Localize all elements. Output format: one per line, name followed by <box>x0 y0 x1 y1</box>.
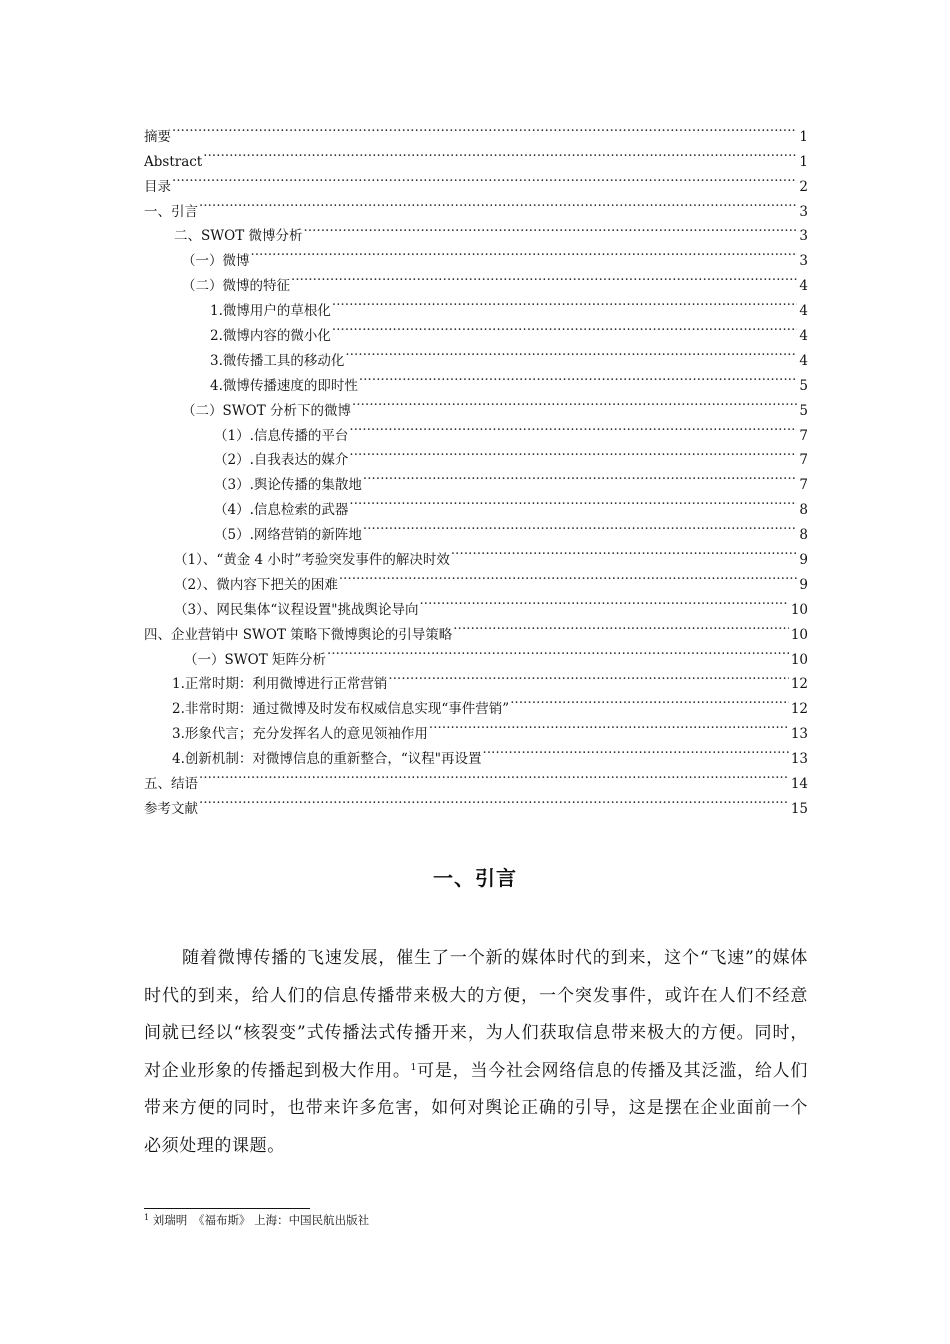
toc-entry-page: 9 <box>799 552 808 569</box>
toc-entry-page: 5 <box>799 377 808 394</box>
toc-entry-title: 4.创新机制：对微博信息的重新整合，“议程"再设置 <box>172 751 482 768</box>
toc-leader-dots <box>332 290 798 315</box>
toc-entry[interactable] <box>144 141 808 170</box>
toc-entry-page: 13 <box>790 726 808 743</box>
toc-leader-dots <box>359 365 798 390</box>
toc-entry-page: 3 <box>799 203 808 220</box>
toc-entry-title: 3.形象代言；充分发挥名人的意见领袖作用 <box>172 726 428 743</box>
toc-leader-dots <box>332 315 798 340</box>
toc-entry-title: 四、企业营销中 SWOT 策略下微博舆论的引导策略 <box>144 626 453 643</box>
toc-leader-dots <box>199 191 797 216</box>
toc-entry[interactable] <box>144 191 808 220</box>
toc-entry-title: （一）SWOT 矩阵分析 <box>184 651 326 668</box>
toc-leader-dots <box>388 664 788 689</box>
toc-entry[interactable] <box>144 763 808 793</box>
toc-leader-dots <box>483 738 789 763</box>
toc-leader-dots <box>172 116 797 141</box>
toc-entry-page: 3 <box>799 253 808 270</box>
toc-entry-title: 二、SWOT 微博分析 <box>174 228 303 245</box>
toc-leader-dots <box>251 240 798 265</box>
toc-entry-page: 1 <box>799 128 808 145</box>
toc-leader-dots <box>510 688 789 713</box>
toc-leader-dots <box>352 390 797 415</box>
toc-entry-title: 4.微博传播速度的即时性 <box>210 377 358 394</box>
toc-entry-title: （1）.信息传播的平台 <box>214 427 349 444</box>
intro-paragraph <box>144 940 808 1166</box>
toc-entry-title: 3.微传播工具的移动化 <box>210 352 345 369</box>
toc-entry-title: （2）、微内容下把关的困难 <box>174 576 338 593</box>
toc-entry-title: 2.微博内容的微小化 <box>210 328 331 345</box>
toc-entry-title: （3）、网民集体“议程设置"挑战舆论导向 <box>174 601 419 618</box>
toc-leader-dots <box>419 589 788 614</box>
footnote-separator <box>144 1208 310 1209</box>
toc-leader-dots <box>349 440 797 465</box>
paragraph-text-part2: 可是，当今社会网络信息的传播及其泛滥，给人们带来方便的同时，也带来许多危害，如何对舆论正确的引导，这是摆在企业面前一个必须处理的课题。 <box>144 1060 808 1156</box>
toc-leader-dots <box>327 639 789 664</box>
toc-entry-title: Abstract <box>144 153 203 170</box>
toc-entry-page: 7 <box>799 427 808 444</box>
toc-entry-page: 13 <box>790 751 808 768</box>
toc-entry-title: （二）SWOT 分析下的微博 <box>182 402 351 419</box>
toc-entry-title: 五、结语 <box>144 776 198 793</box>
toc-entry-title: 参考文献 <box>144 800 198 817</box>
toc-leader-dots <box>339 564 798 589</box>
toc-leader-dots <box>304 216 798 241</box>
toc-entry-page: 14 <box>790 776 808 793</box>
toc-entry-page: 3 <box>799 228 808 245</box>
toc-entry[interactable] <box>144 166 808 195</box>
toc-leader-dots <box>345 340 797 365</box>
toc-entry-title: （5）.网络营销的新阵地 <box>214 527 362 544</box>
toc-entry-title: 摘要 <box>144 128 171 145</box>
toc-entry-title: 1.正常时期：利用微博进行正常营销 <box>172 676 388 693</box>
toc-entry-page: 4 <box>799 278 808 295</box>
paragraph-text-part1: 随着微博传播的飞速发展，催生了一个新的媒体时代的到来，这个“飞速”的媒体时代的到来，给人们的信息传播带来极大的方便，一个突发事件，或许在人们不经意间就已经以“核裂变”式传播法式传播开来，为人们获取信息带来极大的方便。同时，对企业形象的传播起到极大作用。 <box>144 948 808 1081</box>
toc-entry-title: （4）.信息检索的武器 <box>214 502 349 519</box>
toc-leader-dots <box>453 614 789 639</box>
toc-entry-page: 10 <box>790 651 808 668</box>
footnote-reference[interactable]: 1 <box>410 1062 417 1073</box>
footnote-number: 1 <box>144 1213 150 1222</box>
table-of-contents <box>144 116 808 817</box>
toc-entry-page: 8 <box>799 502 808 519</box>
toc-leader-dots <box>172 166 797 191</box>
toc-entry-page: 2 <box>799 178 808 195</box>
toc-entry-title: （1）、“黄金 4 小时”考验突发事件的解决时效 <box>174 552 450 569</box>
toc-entry-title: 2.非常时期：通过微博及时发布权威信息实现“事件营销” <box>172 701 510 718</box>
toc-entry-page: 7 <box>799 452 808 469</box>
toc-entry-page: 12 <box>790 676 808 693</box>
toc-entry-page: 4 <box>799 303 808 320</box>
footnote <box>144 1212 369 1228</box>
toc-leader-dots <box>363 464 798 489</box>
toc-entry-title: 一、引言 <box>144 203 198 220</box>
toc-entry-page: 8 <box>799 527 808 544</box>
toc-entry-page: 4 <box>799 352 808 369</box>
toc-entry-page: 5 <box>799 402 808 419</box>
toc-leader-dots <box>199 763 789 788</box>
toc-entry-page: 1 <box>799 153 808 170</box>
toc-leader-dots <box>203 141 797 166</box>
toc-entry-page: 7 <box>799 477 808 494</box>
toc-entry-title: （一）微博 <box>182 253 250 270</box>
toc-entry[interactable] <box>144 788 808 817</box>
toc-entry-page: 10 <box>790 626 808 643</box>
toc-leader-dots <box>349 489 797 514</box>
toc-entry-page: 4 <box>799 328 808 345</box>
toc-entry[interactable] <box>144 116 808 145</box>
toc-leader-dots <box>363 514 798 539</box>
toc-leader-dots <box>451 539 798 564</box>
footnote-text: 刘瑞明 《福布斯》 上海：中国民航出版社 <box>149 1213 370 1227</box>
toc-leader-dots <box>349 415 797 440</box>
toc-leader-dots <box>291 265 797 290</box>
toc-entry-title: （二）微博的特征 <box>182 278 290 295</box>
toc-entry-title: （2）.自我表达的媒介 <box>214 452 349 469</box>
toc-entry[interactable] <box>144 216 808 245</box>
toc-entry-page: 9 <box>799 576 808 593</box>
section-heading: 一、引言 <box>433 866 517 890</box>
toc-leader-dots <box>199 788 789 813</box>
toc-entry-page: 10 <box>790 601 808 618</box>
toc-leader-dots <box>429 713 789 738</box>
toc-entry-page: 15 <box>790 800 808 817</box>
toc-entry-title: 目录 <box>144 178 171 195</box>
toc-entry-title: 1.微博用户的草根化 <box>210 303 331 320</box>
toc-entry-title: （3）.舆论传播的集散地 <box>214 477 362 494</box>
toc-entry-page: 12 <box>790 701 808 718</box>
